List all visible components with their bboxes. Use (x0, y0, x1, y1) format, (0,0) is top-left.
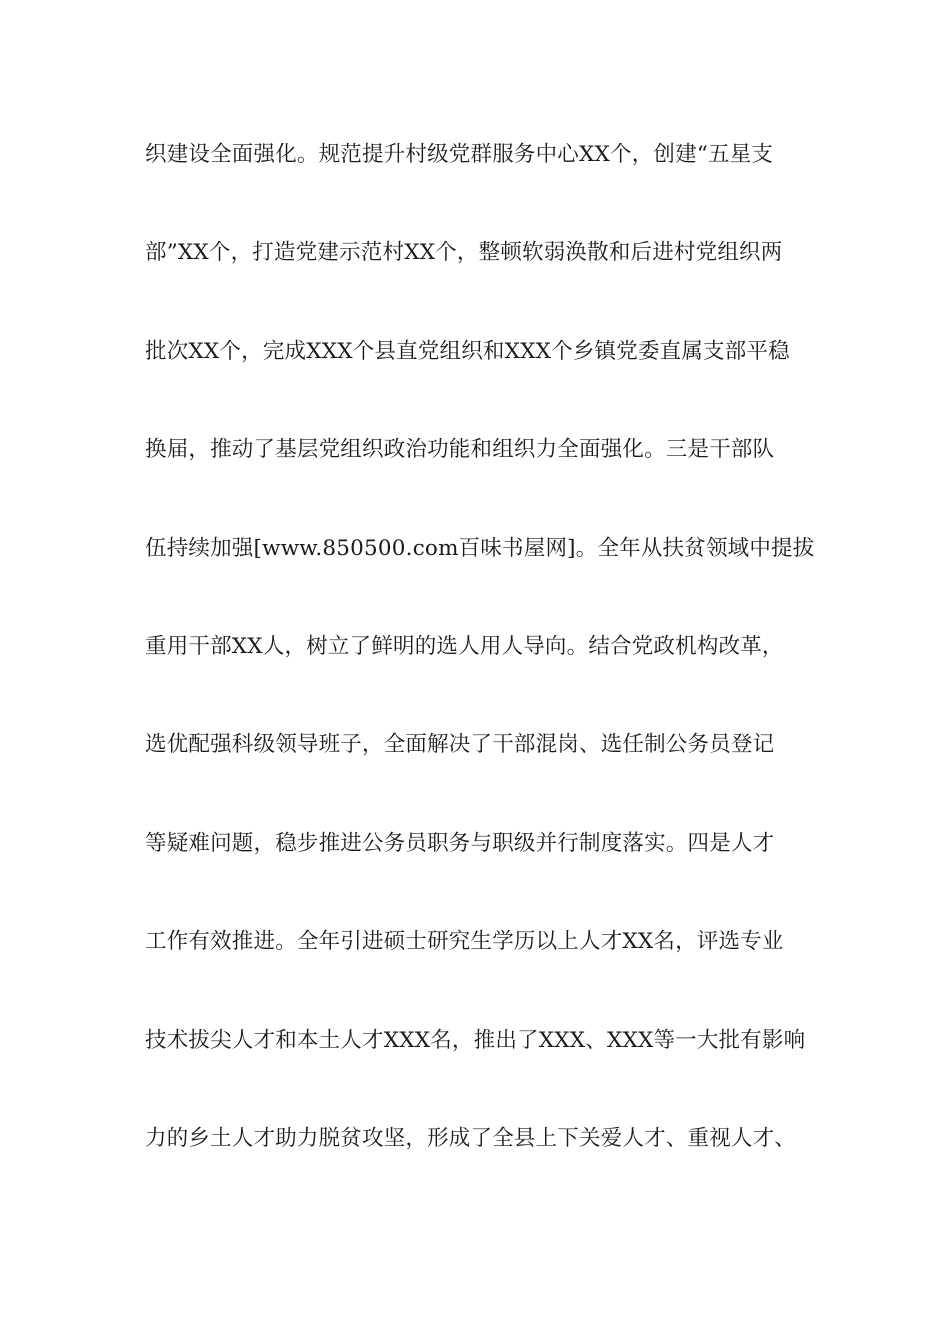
paragraph-line: 重用干部XX人，树立了鲜明的选人用人导向。结合党政机构改革， (145, 633, 784, 659)
paragraph-line: 织建设全面强化。规范提升村级党群服务中心XX个，创建“五星支 (145, 142, 774, 167)
paragraph-line: 等疑难问题，稳步推进公务员职务与职级并行制度落实。四是人才 (145, 830, 775, 856)
paragraph-line: 力的乡土人才助力脱贫攻坚，形成了全县上下关爱人才、重视人才、 (145, 1125, 797, 1151)
paragraph-line: 换届，推动了基层党组织政治功能和组织力全面强化。三是干部队 (145, 437, 775, 463)
paragraph-line: 部”XX个，打造党建示范村XX个，整顿软弱涣散和后进村党组织两 (145, 240, 783, 266)
paragraph-line: 伍持续加强[www.850500.com百味书屋网]。全年从扶贫领域中提拔 (145, 535, 815, 561)
paragraph-line: 工作有效推进。全年引进硕士研究生学历以上人才XX名，评选专业 (145, 929, 784, 955)
paragraph-line: 批次XX个，完成XXX个县直党组织和XXX个乡镇党委直属支部平稳 (145, 338, 790, 364)
body-paragraph (145, 132, 815, 1214)
paragraph-line: 技术拔尖人才和本土人才XXX名，推出了XXX、XXX等一大批有影响 (145, 1027, 806, 1053)
paragraph-line: 选优配强科级领导班子，全面解决了干部混岗、选任制公务员登记 (145, 732, 775, 758)
